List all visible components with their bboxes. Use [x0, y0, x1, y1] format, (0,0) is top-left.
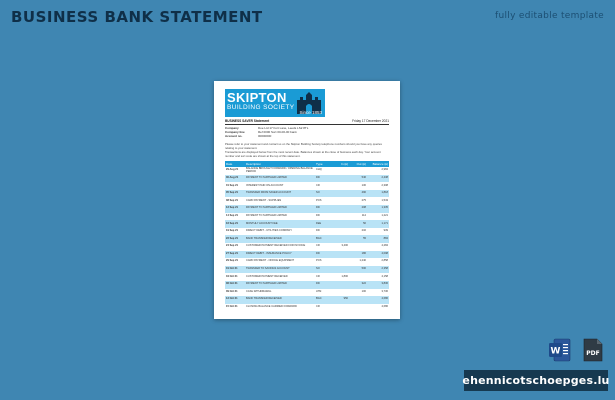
table-cell: POS: [316, 259, 322, 263]
pdf-icon-label: PDF: [586, 350, 600, 357]
table-cell: [349, 167, 367, 175]
table-cell: 3,836: [367, 281, 389, 289]
table-cell: 950: [331, 296, 349, 304]
table-cell: DD: [316, 213, 320, 217]
table-cell: 490: [349, 190, 367, 198]
table-cell: 09 Oct 21: [226, 289, 238, 293]
table-cell: PAYMENT TO SUPPLIER LIMITED: [246, 213, 287, 217]
table-cell: [331, 213, 349, 221]
table-cell: 884: [367, 235, 389, 243]
table-row: [225, 251, 389, 259]
table-cell: BGC: [315, 235, 331, 243]
table-cell: DD: [315, 251, 331, 259]
table-cell: 2,438: [367, 175, 389, 183]
table-row: [225, 266, 389, 274]
table-cell: 14 Sep 21: [226, 213, 238, 217]
table-cell: [331, 251, 349, 259]
table-cell: 100: [361, 289, 366, 293]
table-cell: [331, 266, 349, 274]
table-cell: [331, 197, 349, 205]
table-cell: 500: [349, 266, 367, 274]
table-cell: 186: [349, 251, 367, 259]
table-cell: CUSTOMER PAYMENT RECEIVED: [246, 274, 288, 278]
table-cell: [349, 296, 367, 304]
table-cell: [331, 258, 349, 266]
table-column-header: Type: [315, 161, 331, 167]
table-cell: 2,984: [381, 168, 388, 172]
table-cell: [331, 281, 349, 289]
table-cell: [331, 167, 349, 175]
notice-paragraph: Transactions are displayed below from the most recent date. Balances shown at the close of business each day. Your account number and sort code are shown at the top of this statement.: [225, 150, 381, 158]
table-cell: [349, 273, 367, 281]
table-cell: 50: [349, 220, 367, 228]
table-cell: CASH WITHDRAWAL: [246, 289, 272, 293]
intro-paragraph: Please refer to your statement and contact us on the Skipton Building Society telephone numbers should you have any queries relating to your statement.: [225, 142, 382, 150]
table-column-header: Description: [245, 161, 315, 167]
address-labels: [225, 126, 245, 138]
table-cell: [349, 304, 367, 312]
table-column-header: Balance (£): [367, 161, 389, 167]
table-cell: PAYMENT TO SUPPLIER LIMITED: [245, 281, 315, 289]
pdf-icon[interactable]: [582, 338, 604, 362]
table-cell: [331, 235, 349, 243]
table-cell: DIRECT DEBIT - UTILITIES COMPANY: [246, 229, 292, 233]
table-cell: DD: [316, 229, 320, 233]
table-cell: SO: [315, 266, 331, 274]
table-cell: 1,818: [367, 190, 389, 198]
page-title: BUSINESS BANK STATEMENT: [11, 8, 263, 26]
address-label: Company: [225, 126, 239, 130]
table-cell: 3,400: [341, 244, 348, 248]
table-cell: 1,171: [367, 220, 389, 228]
table-cell: FEE: [315, 220, 331, 228]
logo-tagline: Since 1853: [299, 110, 322, 115]
table-row: [225, 197, 389, 205]
table-row: [225, 281, 389, 289]
table-cell: 939: [383, 229, 388, 233]
table-column-header: Date: [225, 161, 245, 167]
table-cell: 05 Sep 21: [225, 190, 245, 198]
transactions-table: [225, 161, 389, 311]
table-cell: 29 Sep 21: [226, 259, 238, 263]
table-cell: [331, 175, 349, 183]
table-row: [225, 296, 389, 304]
table-cell: CR: [316, 274, 320, 278]
table-cell: [331, 289, 349, 297]
table-cell: 130: [361, 183, 366, 187]
table-cell: 12 Sep 21: [225, 205, 245, 213]
table-cell: CHQ: [316, 168, 322, 172]
table-cell: CLOSING BALANCE CARRIED FORWARD: [246, 305, 297, 309]
table-cell: CARD PAYMENT - SUPPLIES: [246, 198, 282, 202]
table-cell: DD: [315, 175, 331, 183]
table-cell: PAYMENT TO SUPPLIER LIMITED: [245, 205, 315, 213]
table-cell: MONTHLY ACCOUNT FEE: [245, 220, 315, 228]
table-row: [225, 213, 389, 221]
table-row: [225, 167, 389, 175]
table-cell: 4,284: [381, 244, 388, 248]
table-row: [225, 235, 389, 243]
table-row: [225, 243, 389, 251]
table-cell: 2,358: [367, 266, 389, 274]
table-row: [225, 273, 389, 281]
table-cell: TRANSFER FROM SAVER ACCOUNT: [245, 190, 315, 198]
table-cell: TRANSFER TO SAVINGS ACCOUNT: [245, 266, 315, 274]
table-row: [225, 289, 389, 297]
table-row: [225, 205, 389, 213]
table-cell: 16 Sep 21: [225, 220, 245, 228]
table-cell: 4,158: [381, 274, 388, 278]
table-cell: 232: [361, 229, 366, 233]
account-heading: BUSINESS SAVER Statement: [225, 119, 270, 123]
word-icon[interactable]: [548, 338, 572, 362]
table-cell: 1,240: [359, 259, 366, 263]
table-cell: 114: [361, 213, 366, 217]
table-cell: 4,686: [367, 296, 389, 304]
table-cell: DD: [315, 205, 331, 213]
table-cell: BANK TRANSFER RECEIVED: [245, 235, 315, 243]
table-cell: [331, 304, 349, 312]
table-cell: 322: [349, 281, 367, 289]
table-cell: 3,736: [381, 289, 388, 293]
address-value: Doe Ltd 17 Fort Lane, Leeds LS2 8TL: [258, 126, 309, 130]
address-value: Ref 0000 Sort 00-00-00 bank: [258, 130, 297, 134]
table-cell: DD: [315, 281, 331, 289]
table-cell: 29 Aug 21: [226, 168, 239, 172]
table-cell: 55: [349, 235, 367, 243]
table-cell: CR: [316, 305, 320, 309]
table-column-header: Out (£): [349, 161, 367, 167]
table-cell: 1,543: [381, 198, 388, 202]
table-row: [225, 182, 389, 190]
table-cell: BALANCE BROUGHT FORWARD / OPENING BALANCE PERIOD: [246, 167, 313, 173]
statement-date: Friday 17 December 2021: [352, 119, 389, 123]
table-row: [225, 304, 389, 312]
address-label: Company line: [225, 130, 245, 134]
table-cell: [331, 190, 349, 198]
table-cell: 546: [349, 175, 367, 183]
logo-name: SKIPTON: [227, 90, 287, 105]
table-cell: CUSTOMER PAYMENT RECEIVED FOR INVOICE: [246, 244, 306, 248]
page-subtitle: fully editable template: [495, 11, 604, 21]
table-cell: 30 Aug 21: [225, 175, 245, 183]
table-cell: 15 Oct 21: [226, 305, 238, 309]
table-cell: 24 Sep 21: [226, 244, 238, 248]
table-cell: 12 Oct 21: [225, 296, 245, 304]
table-cell: 1,335: [367, 205, 389, 213]
table-cell: BANK TRANSFER RECEIVED: [245, 296, 315, 304]
address-values: [258, 126, 308, 138]
table-row: [225, 228, 389, 236]
table-cell: 08 Sep 21: [226, 198, 238, 202]
table-cell: 04 Oct 21: [226, 274, 238, 278]
address-label: Account no.: [225, 134, 243, 138]
table-cell: 2,858: [381, 259, 388, 263]
address-value: 00000000: [258, 134, 272, 138]
table-cell: [331, 228, 349, 236]
table-cell: [331, 182, 349, 190]
table-cell: 2,308: [381, 183, 388, 187]
table-row: [225, 190, 389, 198]
table-cell: 01 Oct 21: [225, 266, 245, 274]
statement-document: [214, 81, 400, 319]
table-column-header: In (£): [331, 161, 349, 167]
site-watermark: ehennicotschoepges.lu: [464, 370, 608, 391]
table-cell: BGC: [315, 296, 331, 304]
table-cell: PAYMENT TO SUPPLIER LIMITED: [245, 175, 315, 183]
table-cell: [331, 220, 349, 228]
table-cell: CR: [316, 244, 320, 248]
table-cell: 4,098: [367, 251, 389, 259]
table-cell: 22 Sep 21: [225, 235, 245, 243]
table-cell: CARD PAYMENT - OFFICE EQUIPMENT: [246, 259, 295, 263]
table-cell: POS: [316, 198, 322, 202]
table-cell: 06 Oct 21: [225, 281, 245, 289]
table-cell: 1,800: [341, 274, 348, 278]
table-row: [225, 220, 389, 228]
logo-subtitle: BUILDING SOCIETY: [227, 104, 295, 111]
table-cell: ATM: [316, 289, 322, 293]
table-cell: 275: [361, 198, 366, 202]
table-cell: 19 Sep 21: [226, 229, 238, 233]
table-cell: INTEREST PAID ON ACCOUNT: [246, 183, 284, 187]
word-icon-letter: W: [550, 346, 561, 357]
table-cell: 01 Sep 21: [226, 183, 238, 187]
table-cell: [349, 243, 367, 251]
table-row: [225, 258, 389, 266]
table-cell: 27 Sep 21: [225, 251, 245, 259]
table-cell: DIRECT DEBIT - INSURANCE POLICY: [245, 251, 315, 259]
bank-logo: [225, 89, 325, 117]
table-cell: CR: [316, 183, 320, 187]
header-divider: [225, 124, 389, 125]
table-row: [225, 175, 389, 183]
table-cell: [331, 205, 349, 213]
table-cell: 1,221: [381, 213, 388, 217]
table-cell: 4,686: [381, 305, 388, 309]
table-cell: 208: [349, 205, 367, 213]
table-cell: SO: [315, 190, 331, 198]
